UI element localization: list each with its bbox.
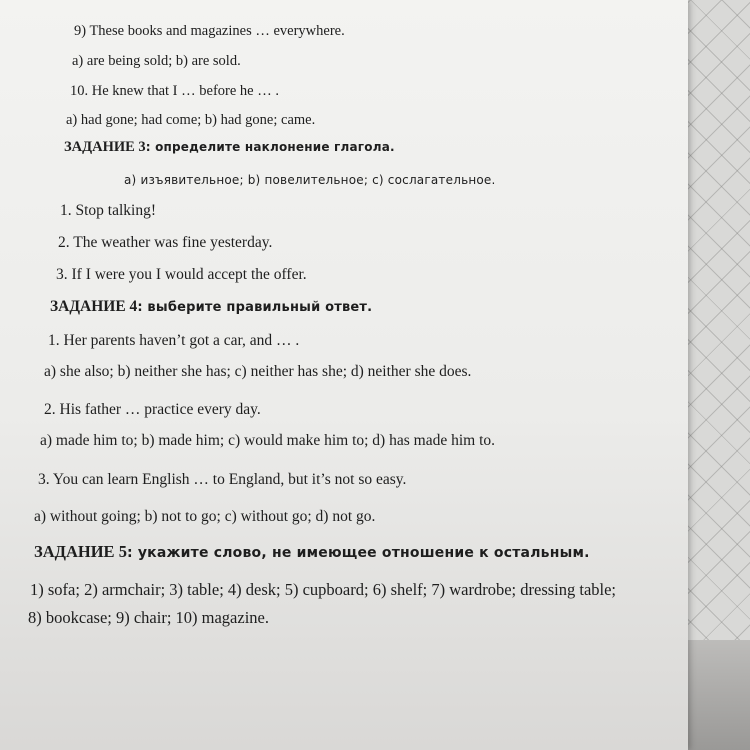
task-5-instruction: : укажите слово, не имеющее отношение к остальным.	[126, 545, 590, 561]
task-3-item-3: 3. If I were you I would accept the offer.	[56, 266, 307, 283]
task-4-instruction: : выберите правильный ответ.	[137, 300, 373, 315]
question-10-options: a) had gone; had come; b) had gone; came.	[66, 112, 316, 128]
task-3-title	[64, 140, 395, 155]
task-4-question-2-options: a) made him to; b) made him; c) would make him to; d) has made him to.	[40, 432, 495, 449]
task-3-heading: ЗАДАНИЕ 3	[64, 139, 146, 155]
task-5-line-1: 1) sofa; 2) armchair; 3) table; 4) desk; 5) cupboard; 6) shelf; 7) wardrobe; dressing table;	[30, 580, 617, 599]
task-4-question-1-options: a) she also; b) neither she has; c) neither has she; d) neither she does.	[44, 363, 472, 380]
task-4-heading: ЗАДАНИЕ 4	[50, 298, 138, 315]
task-5-line-2: 8) bookcase; 9) chair; 10) magazine.	[28, 608, 269, 627]
question-9: 9) These books and magazines … everywhere.	[74, 23, 345, 39]
task-4-question-3-options: a) without going; b) not to go; c) without go; d) not go.	[34, 508, 376, 525]
question-10: 10. He knew that I … before he … .	[70, 83, 279, 99]
task-3-options: a) изъявительное; b) повелительное; c) сослагательное.	[124, 173, 496, 187]
task-5-title	[34, 544, 590, 561]
task-4-question-3: 3. You can learn English … to England, but it’s not so easy.	[38, 471, 407, 488]
task-3-item-1: 1. Stop talking!	[60, 202, 157, 219]
task-4-question-2: 2. His father … practice every day.	[44, 401, 261, 418]
task-3-item-2: 2. The weather was fine yesterday.	[58, 234, 273, 251]
task-3-instruction: : определите наклонение глагола.	[145, 140, 395, 154]
question-9-options: a) are being sold; b) are sold.	[72, 53, 241, 69]
task-4-title	[50, 299, 372, 315]
task-5-heading: ЗАДАНИЕ 5	[34, 542, 127, 561]
task-4-question-1: 1. Her parents haven’t got a car, and … .	[48, 332, 300, 349]
